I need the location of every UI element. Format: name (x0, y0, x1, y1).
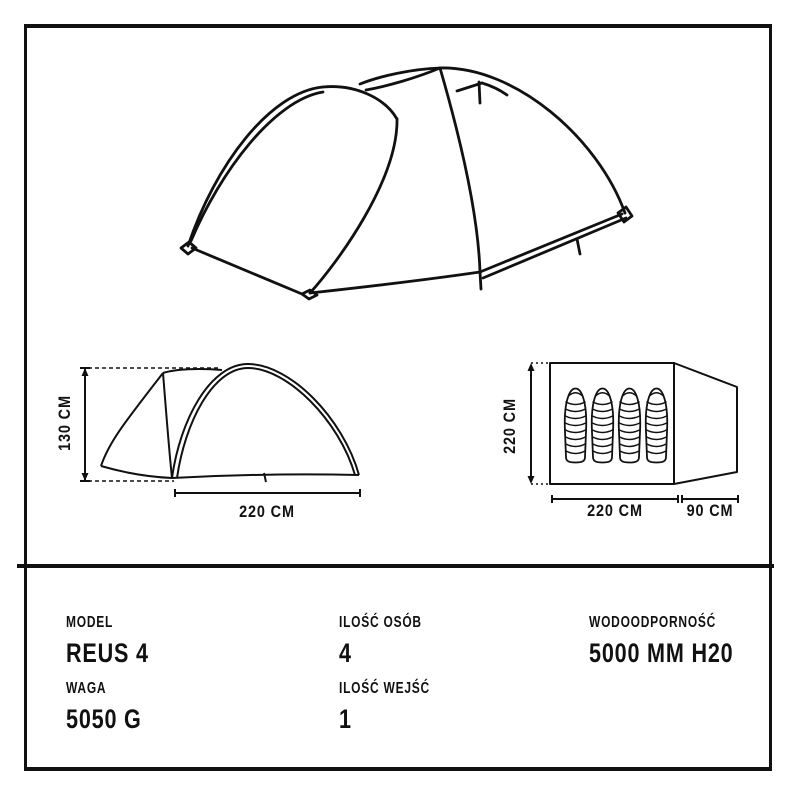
spec-entrances-value: 1 (339, 704, 352, 734)
tent-ground-lines (192, 214, 626, 294)
tent-pole-arcs (188, 68, 625, 293)
sleeping-bag-icon (646, 389, 668, 463)
spec-model-label: MODEL (66, 614, 114, 631)
spec-entrances-label: ILOŚĆ WEJŚĆ (339, 680, 430, 697)
porch-width-dimension-label: 90 CM (686, 501, 734, 521)
top-view-diagram (495, 350, 755, 525)
spec-waterproofing-value: 5000 MM H20 (589, 638, 734, 668)
width-dimension (175, 489, 360, 521)
sleeping-bag-icon (619, 389, 641, 463)
spec-weight-value: 5050 G (66, 704, 142, 734)
tent-3d-diagram (170, 50, 640, 310)
floor-width-dimension (552, 495, 678, 520)
width-dimension-label: 220 CM (239, 502, 295, 522)
tent-stake-tabs (181, 207, 632, 299)
spec-persons-label: ILOŚĆ OSÓB (339, 614, 422, 631)
sleeping-bag-icon (592, 389, 614, 463)
sleeping-bag-icon (565, 389, 587, 463)
spec-waterproofing-label: WODOODPORNOŚĆ (589, 614, 717, 631)
height-dimension (56, 368, 221, 481)
porch-outline (674, 363, 737, 484)
height-dimension-label: 130 CM (55, 395, 75, 451)
side-view-diagram (55, 350, 375, 525)
section-divider (17, 564, 774, 568)
depth-dimension-label: 220 CM (500, 398, 520, 454)
spec-model-value: REUS 4 (66, 638, 149, 668)
spec-weight-label: WAGA (66, 680, 107, 697)
side-tent-outline (101, 364, 359, 482)
spec-persons-value: 4 (339, 638, 352, 668)
tent-vent-icon (457, 82, 507, 103)
floor-width-dimension-label: 220 CM (587, 501, 643, 521)
porch-width-dimension (682, 495, 738, 520)
sleeping-bag-icons (565, 389, 668, 463)
depth-dimension (501, 363, 550, 484)
